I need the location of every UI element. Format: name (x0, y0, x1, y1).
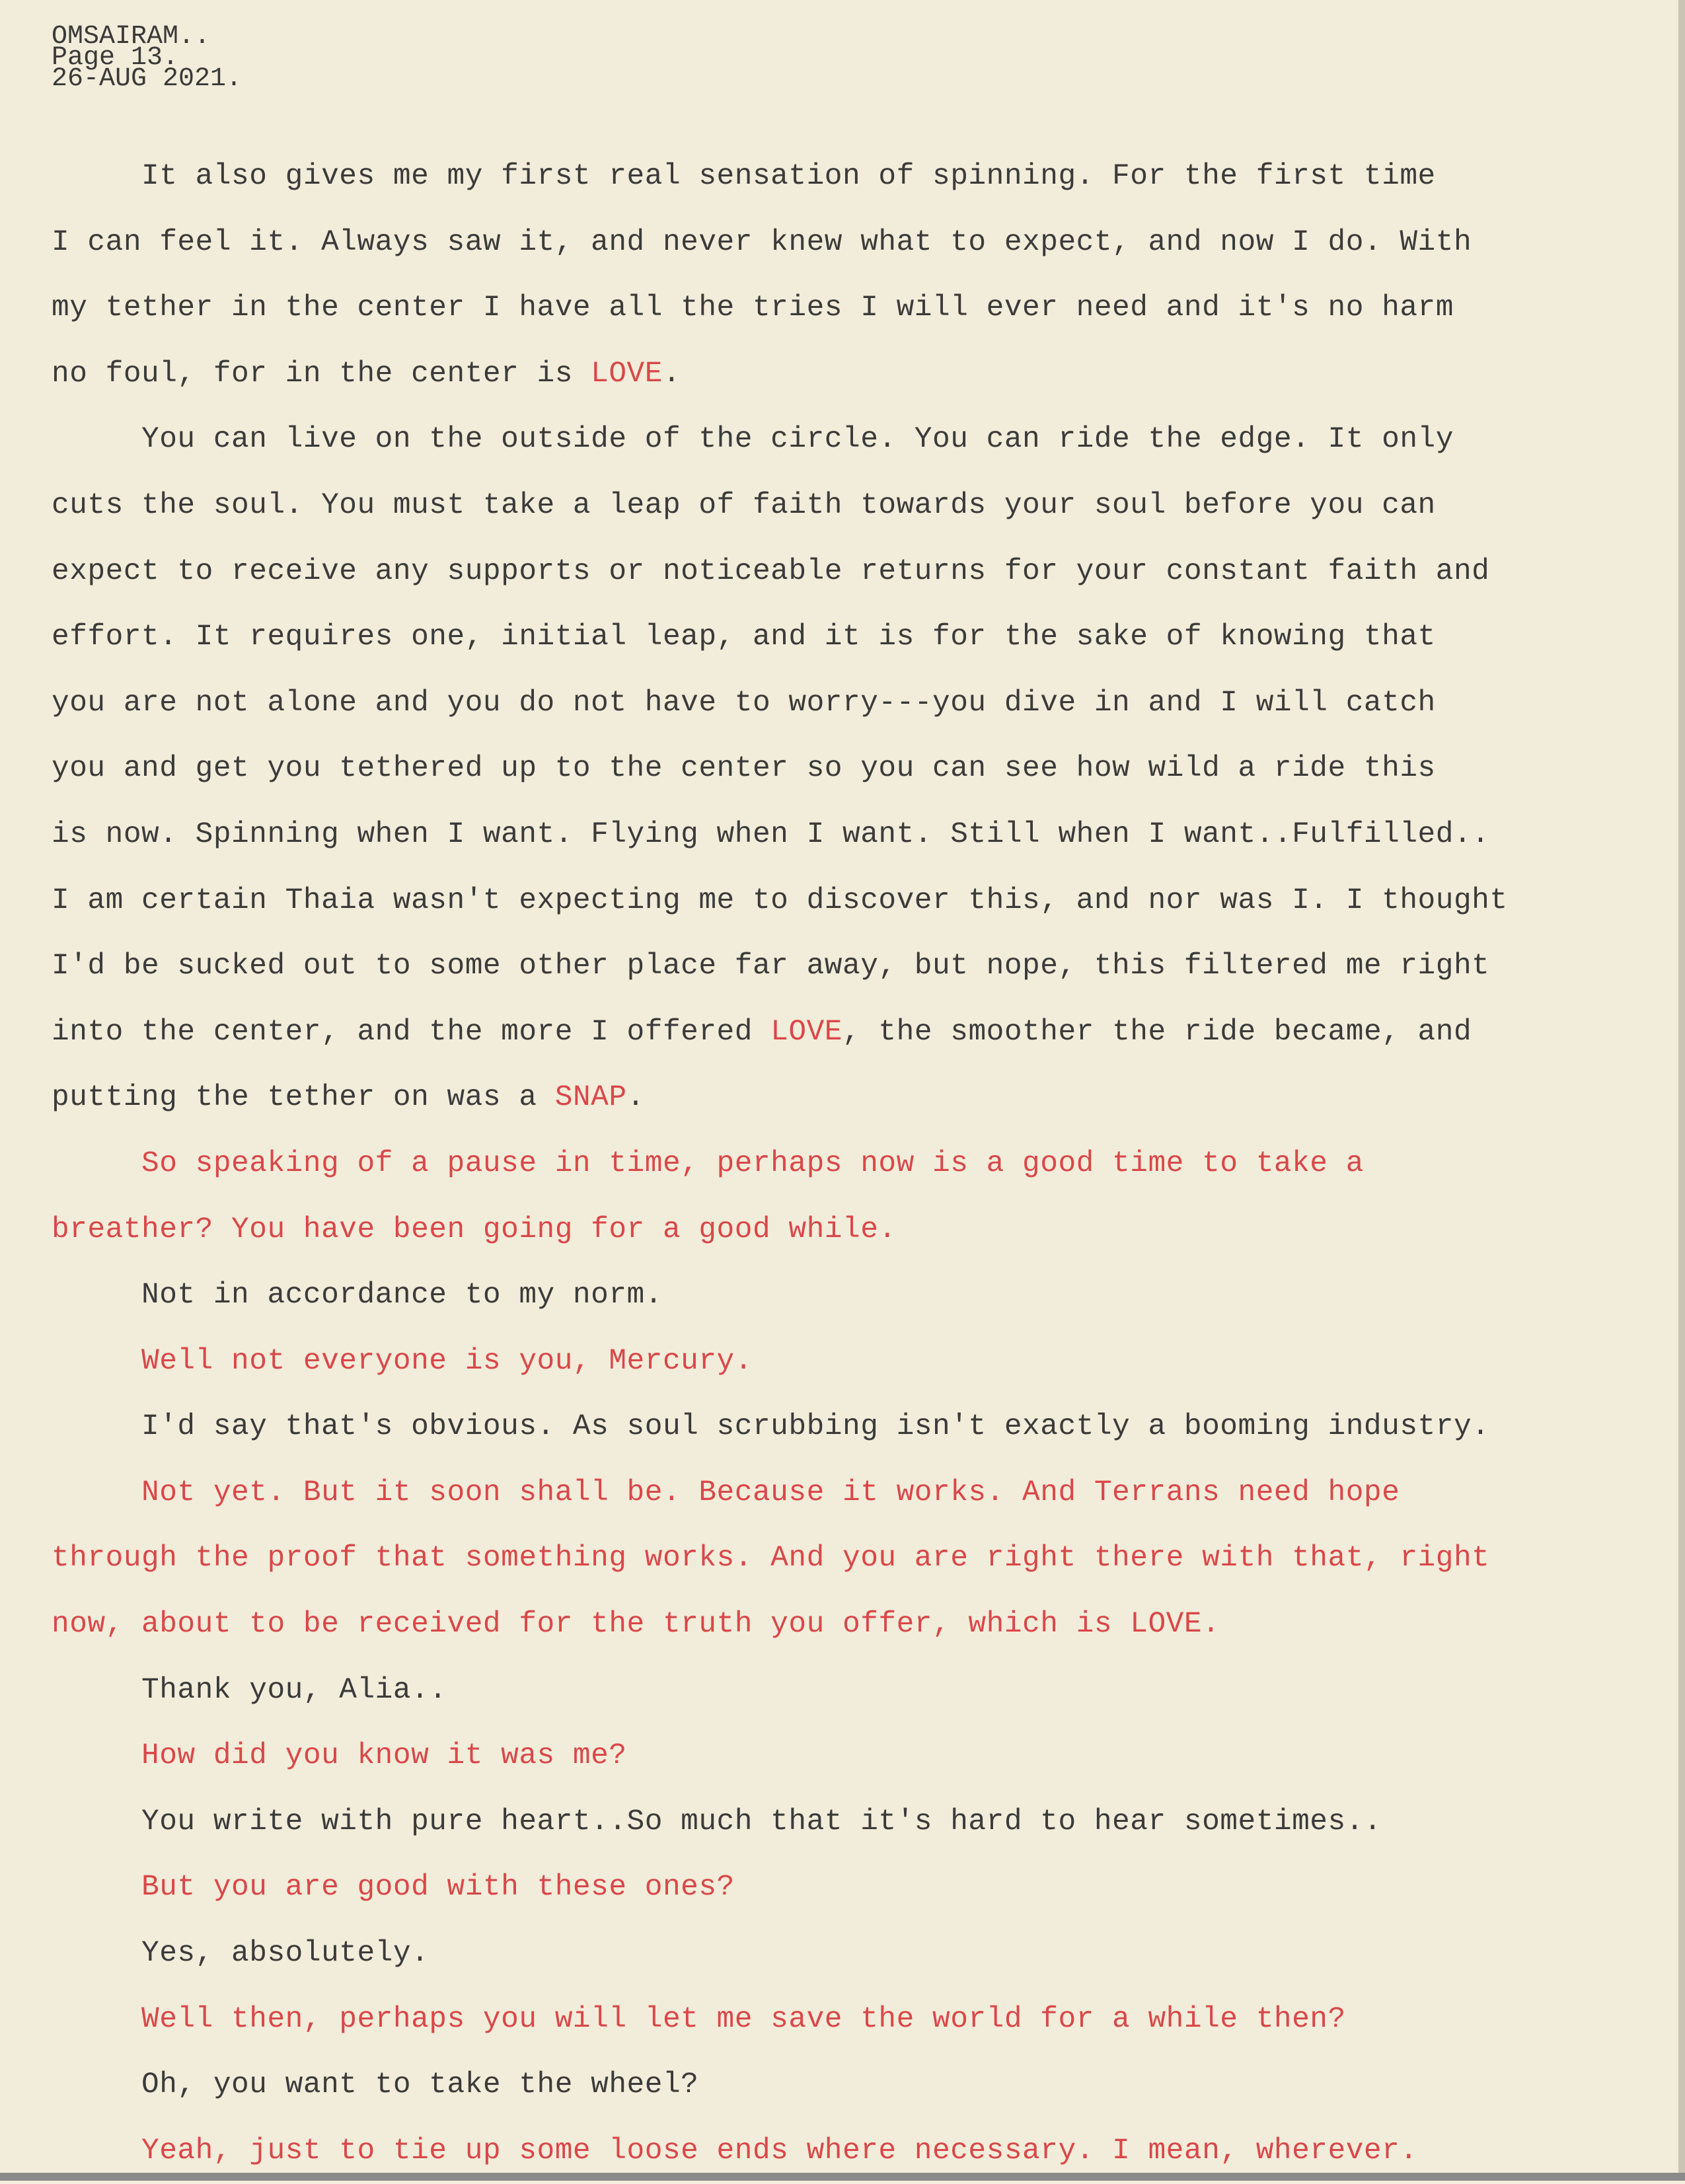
text-line (52, 2052, 1651, 2119)
scan-bottom-edge (0, 2173, 1685, 2181)
line-text: my tether in the center I have all the tries I will ever need and it's no harm (52, 291, 1454, 325)
line-text: cuts the soul. You must take a leap of faith towards your soul before you can (52, 488, 1436, 522)
line-text: So speaking of a pause in time, perhaps now is a good time to take a (52, 1147, 1364, 1180)
line-text: Not yet. But it soon shall be. Because it works. And Terrans need hope (52, 1476, 1400, 1509)
text-line (52, 1394, 1651, 1460)
text-line (52, 868, 1651, 934)
line-text: through the proof that something works. And you are right there with that, right (52, 1542, 1490, 1575)
text-line (52, 1987, 1651, 2053)
line-text: putting the tether on was a (52, 1081, 555, 1115)
line-text: Well not everyone is you, Mercury. (52, 1344, 753, 1378)
line-text: You can live on the outside of the circle. You can ride the edge. It only (52, 423, 1454, 457)
text-line (52, 276, 1651, 342)
line-text: I am certain Thaia wasn't expecting me to discover this, and nor was I. I thought (52, 884, 1508, 917)
text-line (52, 1131, 1651, 1197)
highlight-word: LOVE (591, 357, 663, 391)
text-line (52, 736, 1651, 802)
line-text: no foul, for in the center is (52, 357, 591, 391)
line-ending: , the smoother the ride became, and (842, 1015, 1472, 1049)
typed-body-text (52, 144, 1651, 2184)
page-header (52, 22, 243, 94)
page-right-edge (1678, 0, 1685, 2181)
line-text: expect to receive any supports or noticeable returns for your constant faith and (52, 554, 1490, 588)
text-line (52, 407, 1651, 473)
line-text: I'd say that's obvious. As soul scrubbing isn't exactly a booming industry. (52, 1410, 1490, 1444)
line-text: breather? You have been going for a good while. (52, 1213, 897, 1246)
line-text: It also gives me my first real sensation of spinning. For the first time (52, 160, 1436, 193)
header-line-om-sairam: OMSAIRAM.. (52, 22, 211, 52)
line-text: is now. Spinning when I want. Flying when I want. Still when I want..Fulfilled.. (52, 817, 1490, 851)
line-text: You write with pure heart..So much that it's hard to hear sometimes.. (52, 1805, 1382, 1838)
highlight-word: LOVE (770, 1015, 843, 1049)
text-line (52, 1855, 1651, 1921)
text-line (52, 1921, 1651, 1987)
line-text: you are not alone and you do not have to worry---you dive in and I will catch (52, 686, 1436, 720)
header-page-number: Page 13. (52, 43, 179, 73)
line-text: you and get you tethered up to the center so you can see how wild a ride this (52, 752, 1436, 786)
text-line (52, 671, 1651, 737)
text-line (52, 1526, 1651, 1592)
line-text: How did you know it was me? (52, 1739, 627, 1773)
line-text: Thank you, Alia.. (52, 1673, 447, 1707)
text-line (52, 1065, 1651, 1131)
line-text: But you are good with these ones? (52, 1871, 735, 1904)
text-line (52, 539, 1651, 605)
text-line (52, 1000, 1651, 1066)
line-text: Yes, absolutely. (52, 1937, 430, 1971)
line-text: I can feel it. Always saw it, and never knew what to expect, and now I do. With (52, 225, 1472, 259)
text-line (52, 605, 1651, 671)
line-text: now, about to be received for the truth you offer, which is LOVE. (52, 1608, 1220, 1641)
text-line (52, 1197, 1651, 1263)
text-line (52, 144, 1651, 210)
line-ending: . (626, 1081, 645, 1115)
line-ending: . (662, 357, 681, 391)
text-line (52, 1263, 1651, 1329)
text-line (52, 1723, 1651, 1789)
text-line (52, 1658, 1651, 1724)
highlight-word: SNAP (554, 1081, 627, 1115)
line-text: Not in accordance to my norm. (52, 1279, 663, 1312)
line-text: into the center, and the more I offered (52, 1015, 771, 1049)
line-text: Oh, you want to take the wheel? (52, 2068, 699, 2102)
text-line (52, 1460, 1651, 1526)
text-line (52, 342, 1651, 408)
line-text: I'd be sucked out to some other place far away, but nope, this filtered me right (52, 950, 1490, 983)
text-line (52, 934, 1651, 1000)
line-text: effort. It requires one, initial leap, and it is for the sake of knowing that (52, 621, 1436, 654)
text-line (52, 1329, 1651, 1395)
text-line (52, 210, 1651, 276)
header-date: 26-AUG 2021. (52, 64, 243, 94)
text-line (52, 473, 1651, 539)
text-line (52, 1592, 1651, 1658)
text-line (52, 1789, 1651, 1856)
line-text: Yeah, just to tie up some loose ends where necessary. I mean, wherever. (52, 2134, 1418, 2167)
text-line (52, 802, 1651, 868)
line-text: Well then, perhaps you will let me save the world for a while then? (52, 2002, 1346, 2036)
